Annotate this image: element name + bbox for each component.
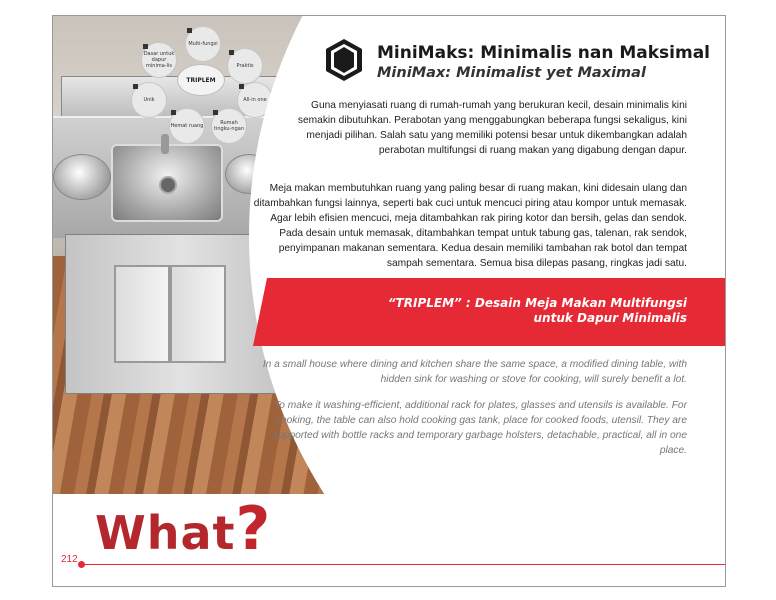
petal-number-marker bbox=[213, 110, 218, 115]
petal-number-marker bbox=[239, 84, 244, 89]
highlight-line-1: “TRIPLEM” : Desain Meja Makan Multifungsi bbox=[387, 296, 687, 310]
diagram-petal bbox=[141, 42, 177, 78]
diagram-petal bbox=[185, 26, 221, 62]
page-title: MiniMaks: Minimalis nan Maksimal bbox=[377, 43, 711, 63]
petal-label: Unik bbox=[143, 97, 155, 103]
triplem-diagram bbox=[115, 24, 275, 134]
inno-105-value-badge-icon bbox=[323, 38, 365, 82]
petal-number-marker bbox=[133, 84, 138, 89]
petal-number-marker bbox=[187, 28, 192, 33]
highlight-line-2: untuk Dapur Minimalis bbox=[533, 311, 687, 325]
petal-label: All-in one bbox=[243, 97, 267, 103]
page-frame bbox=[52, 15, 726, 587]
photo-sink bbox=[111, 144, 223, 222]
petal-number-marker bbox=[171, 110, 176, 115]
petal-number-marker bbox=[229, 50, 234, 55]
highlight-heading bbox=[267, 296, 687, 326]
question-mark: ? bbox=[235, 494, 272, 564]
petal-label: Hemat ruang bbox=[170, 123, 204, 129]
diagram-petal bbox=[131, 82, 167, 118]
what-word: What bbox=[95, 506, 236, 560]
footer-dot bbox=[78, 561, 85, 568]
petal-label: Rumah tingku-ngan bbox=[214, 120, 244, 132]
petal-number-marker bbox=[143, 44, 148, 49]
photo-bowl-left bbox=[53, 154, 111, 200]
page-subtitle: MiniMax: Minimalist yet Maximal bbox=[377, 65, 646, 81]
petal-label: Multi-fungsi bbox=[188, 41, 218, 47]
diagram-petal bbox=[227, 48, 263, 84]
photo-faucet bbox=[161, 134, 169, 154]
english-paragraph-2: To make it washing-efficient, additional rack for plates, glasses and utensils is available. For cooking, the table can also hold cooking gas tank, place for cooked foods, utensil. They are supported with bottle racks and temporary garbage holsters, detachable, practical, all in one place. bbox=[273, 400, 687, 456]
photo-cabinet-door-left bbox=[114, 265, 170, 363]
body-paragraph-1: Guna menyiasati ruang di rumah-rumah yang berukuran kecil, desain minimalis kini semakin dibutuhkan. Perabotan yang menggabungkan beberapa fungsi sekaligus, kini menjadi pilihan. Salah satu yang memiliki potensi besar untuk dikembangkan adalah perabotan multifungsi di ruang makan yang digabung dengan dapur. bbox=[297, 100, 687, 156]
diagram-center: TRIPLEM bbox=[177, 64, 225, 96]
what-heading bbox=[95, 494, 271, 564]
petal-label: Praktis bbox=[236, 63, 254, 69]
photo-drain bbox=[159, 176, 177, 194]
photo-cabinet-door-right bbox=[170, 265, 226, 363]
diagram-petal bbox=[169, 108, 205, 144]
body-paragraph-2: Meja makan membutuhkan ruang yang paling besar di ruang makan, kini didesain ulang dan ditambahkan fungsi lainnya, seperti bak cuci untuk mencuci piring atau kompor untuk memasak. Agar lebih efisien mencuci, meja ditambahkan rak piring kotor dan bersih, gelas dan sendok. Pada desain untuk memasak, ditambahkan tempat untuk tabung gas, talenan, rak sendok, penyimpanan makanan sementara. Kedua desain memiliki tambahan rak botol dan tempat sampah sementara. Semua bisa dilepas pasang, ringkas jadi satu. bbox=[253, 183, 687, 269]
english-paragraph-1: In a small house where dining and kitchen share the same space, a modified dining table, with hidden sink for washing or stove for cooking, will surely benefit a lot. bbox=[262, 359, 687, 385]
page-number: 212 bbox=[61, 554, 78, 565]
petal-label: Dasar untuk dapur minima-lis bbox=[143, 51, 175, 69]
diagram-petal bbox=[211, 108, 247, 144]
footer-rule bbox=[81, 564, 725, 565]
